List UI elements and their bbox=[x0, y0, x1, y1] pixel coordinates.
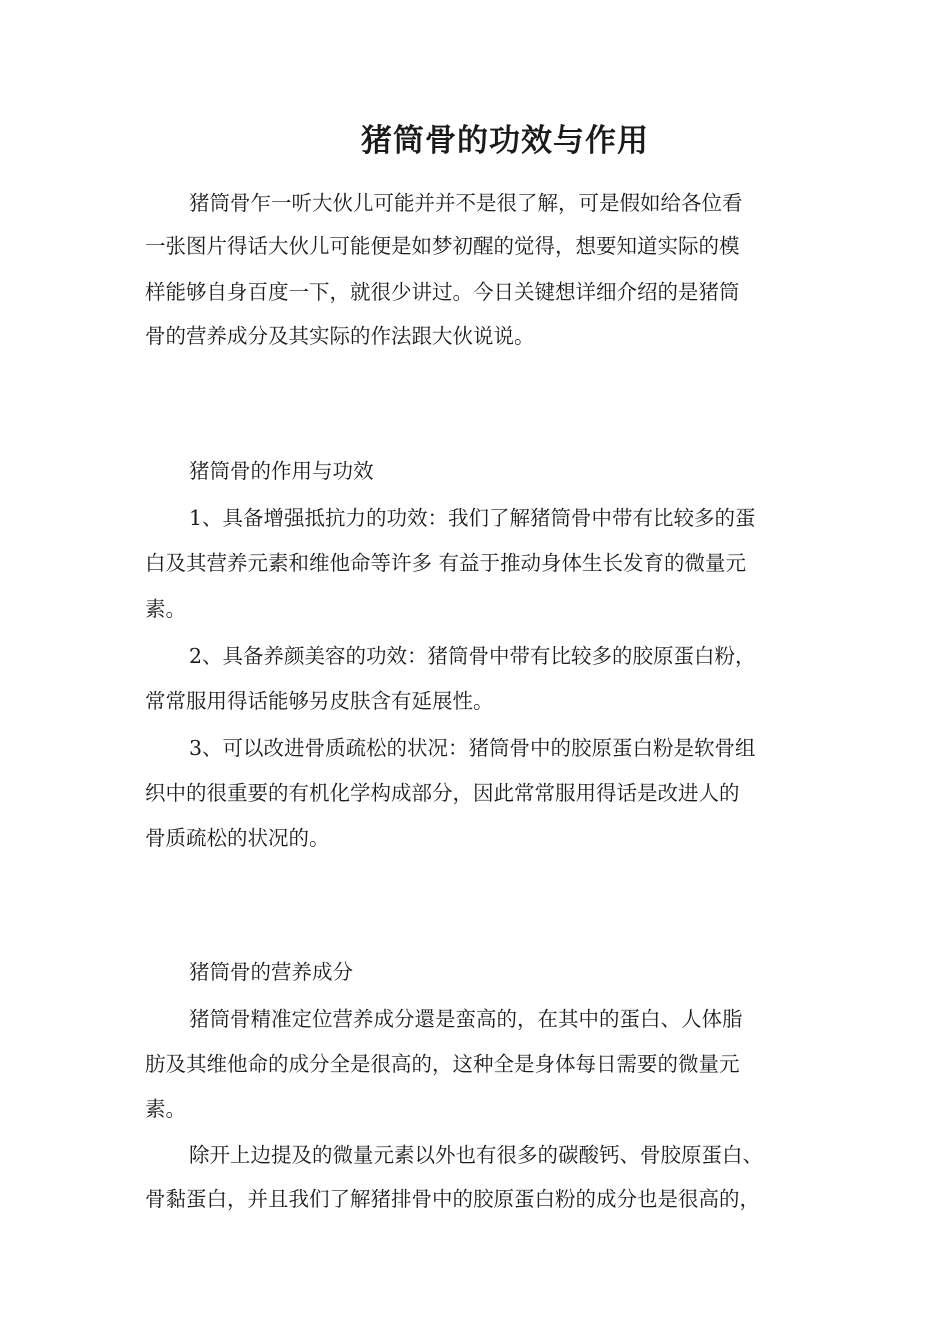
effect-item-2-line: 常常服用得话能够另皮肤含有延展性。 bbox=[145, 689, 494, 713]
nutrition-paragraph-2-line: 除开上边提及的微量元素以外也有很多的碳酸钙、骨胶原蛋白、 bbox=[189, 1143, 763, 1167]
section-heading-nutrition: 猪筒骨的营养成分 bbox=[189, 960, 353, 984]
effect-item-3-line: 3、可以改进骨质疏松的状况：猪筒骨中的胶原蛋白粉是软骨组 bbox=[189, 736, 756, 760]
intro-paragraph-line: 骨的营养成分及其实际的作法跟大伙说说。 bbox=[145, 324, 535, 348]
nutrition-paragraph-2-line: 骨黏蛋白，并且我们了解猪排骨中的胶原蛋白粉的成分也是很高的， bbox=[145, 1187, 760, 1211]
effect-item-3-line: 骨质疏松的状况的。 bbox=[145, 826, 330, 850]
effect-item-1-line: 1、具备增强抵抗力的功效：我们了解猪筒骨中带有比较多的蛋 bbox=[189, 506, 756, 530]
effect-item-1-line: 素。 bbox=[145, 597, 186, 621]
document-title: 猪筒骨的功效与作用 bbox=[361, 123, 649, 159]
intro-paragraph-line: 一张图片得话大伙儿可能便是如梦初醒的觉得，想要知道实际的模 bbox=[145, 234, 740, 258]
section-heading-effects: 猪筒骨的作用与功效 bbox=[189, 459, 374, 483]
intro-paragraph-line: 样能够自身百度一下，就很少讲过。今日关键想详细介绍的是猪筒 bbox=[145, 280, 740, 304]
effect-item-3-line: 织中的很重要的有机化学构成部分，因此常常服用得话是改进人的 bbox=[145, 781, 740, 805]
effect-item-2-line: 2、具备养颜美容的功效：猪筒骨中带有比较多的胶原蛋白粉， bbox=[189, 644, 756, 668]
nutrition-paragraph-1-line: 肪及其维他命的成分全是很高的，这种全是身体每日需要的微量元 bbox=[145, 1052, 740, 1076]
nutrition-paragraph-1-line: 猪筒骨精准定位营养成分還是蛮高的，在其中的蛋白、人体脂 bbox=[189, 1007, 743, 1031]
intro-paragraph-line: 猪筒骨乍一听大伙儿可能并并不是很了解，可是假如给各位看 bbox=[189, 191, 743, 215]
effect-item-1-line: 白及其营养元素和维他命等许多 有益于推动身体生长发育的微量元 bbox=[145, 551, 747, 575]
nutrition-paragraph-1-line: 素。 bbox=[145, 1097, 186, 1121]
